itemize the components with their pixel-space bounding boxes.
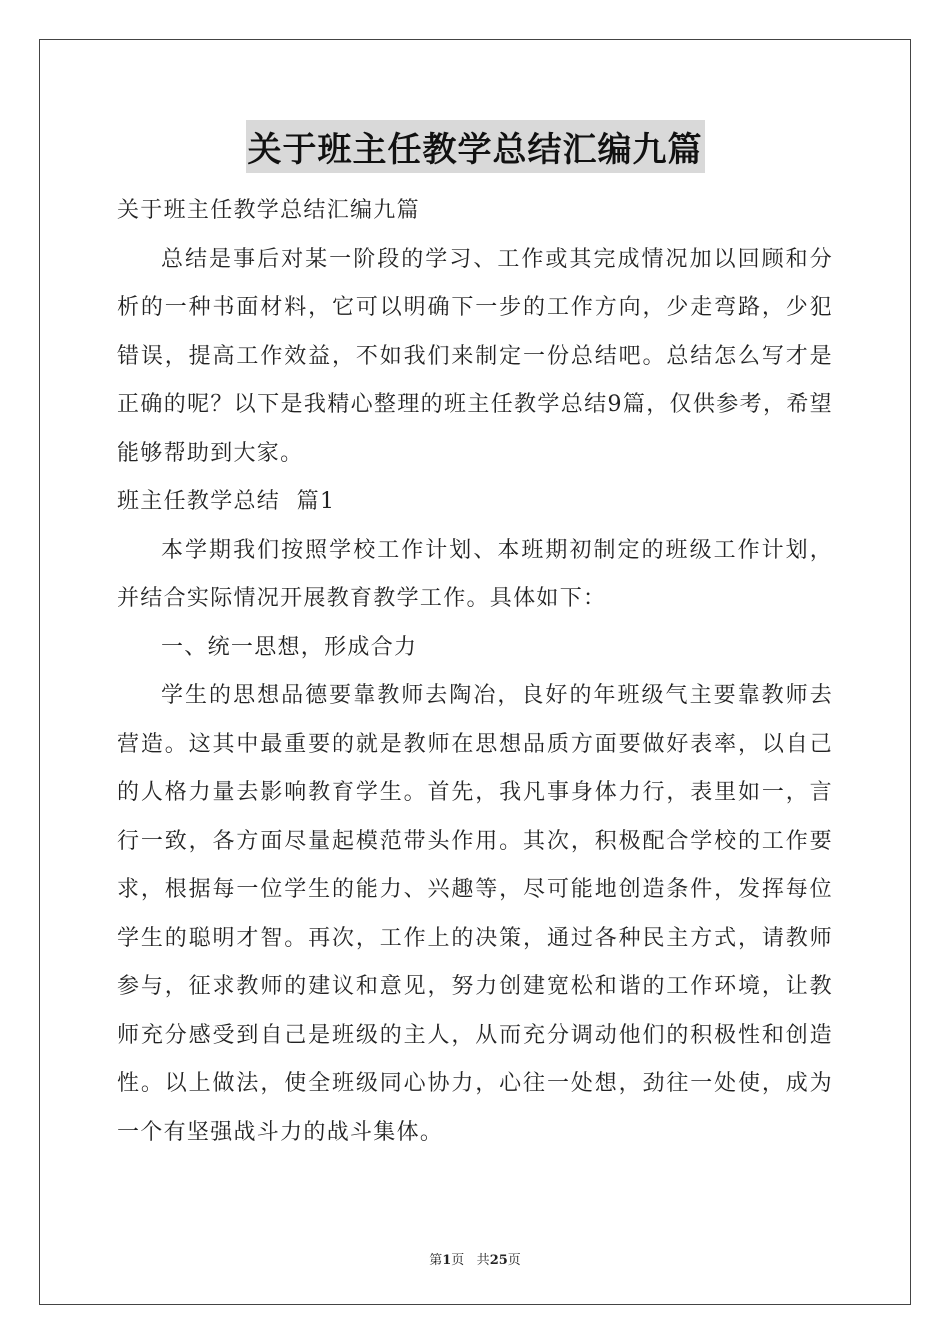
intro-paragraph: 总结是事后对某一阶段的学习、工作或其完成情况加以回顾和分析的一种书面材料，它可以明确下一步的工作方向，少走弯路，少犯错误，提高工作效益，不如我们来制定一份总结吧。总结怎么写才是正确的呢？以下是我精心整理的班主任教学总结9篇，仅供参考，希望能够帮助到大家。 (117, 246, 833, 466)
document-body (117, 120, 833, 1157)
total-prefix: 共 (476, 1253, 490, 1268)
section-heading: 班主任教学总结 篇1 (117, 489, 336, 514)
page-prefix: 第 (429, 1253, 443, 1268)
page-suffix: 页 (451, 1253, 465, 1268)
page-number: 1 (442, 1253, 452, 1268)
page-footer (0, 1249, 950, 1268)
document-subtitle: 关于班主任教学总结汇编九篇 (117, 198, 420, 223)
subheading-1: 一、统一思想，形成合力 (161, 634, 418, 660)
total-suffix: 页 (507, 1253, 521, 1268)
paragraph-1: 本学期我们按照学校工作计划、本班期初制定的班级工作计划，并结合实际情况开展教育教学工作。具体如下： (117, 537, 833, 611)
title-container (117, 120, 833, 173)
document-title: 关于班主任教学总结汇编九篇 (246, 120, 705, 173)
total-pages: 25 (489, 1253, 508, 1268)
paragraph-2: 学生的思想品德要靠教师去陶冶，良好的年班级气主要靠教师去营造。这其中最重要的就是教师在思想品质方面要做好表率，以自己的人格力量去影响教育学生。首先，我凡事身体力行，表里如一，言行一致，各方面尽量起模范带头作用。其次，积极配合学校的工作要求，根据每一位学生的能力、兴趣等，尽可能地创造条件，发挥每位学生的聪明才智。再次，工作上的决策，通过各种民主方式，请教师参与，征求教师的建议和意见，努力创建宽松和谐的工作环境，让教师充分感受到自己是班级的主人，从而充分调动他们的积极性和创造性。以上做法，使全班级同心协力，心往一处想，劲往一处使，成为一个有坚强战斗力的战斗集体。 (117, 683, 833, 1145)
